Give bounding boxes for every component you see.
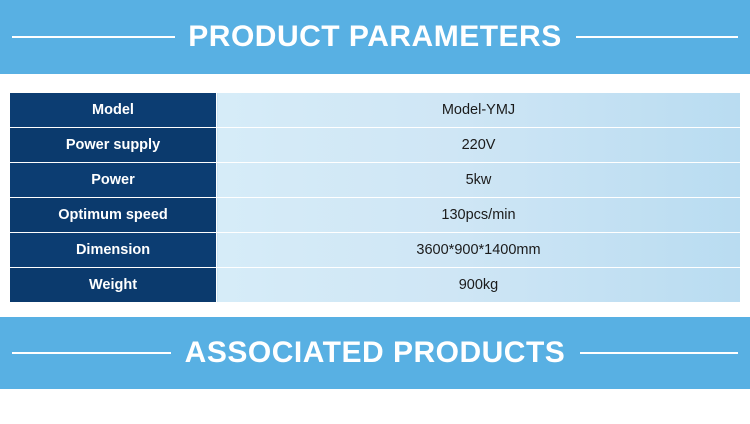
associated-products-banner — [0, 317, 750, 389]
param-value-model: Model-YMJ — [217, 93, 741, 128]
banner-rule-right-2 — [580, 352, 739, 354]
table-row — [10, 268, 741, 303]
table-banner-spacer — [0, 303, 750, 317]
product-parameters-banner — [0, 0, 750, 74]
param-label-optimum-speed: Optimum speed — [10, 198, 217, 233]
parameters-table-wrapper — [0, 92, 750, 303]
table-row — [10, 163, 741, 198]
param-label-power: Power — [10, 163, 217, 198]
banner-rule-left — [12, 36, 175, 38]
associated-products-title: ASSOCIATED PRODUCTS — [184, 336, 566, 369]
param-label-model: Model — [10, 93, 217, 128]
param-label-weight: Weight — [10, 268, 217, 303]
param-label-dimension: Dimension — [10, 233, 217, 268]
table-row — [10, 93, 741, 128]
banner-table-spacer — [0, 74, 750, 92]
table-row — [10, 233, 741, 268]
param-value-power: 5kw — [217, 163, 741, 198]
banner-rule-left-2 — [12, 352, 171, 354]
param-value-dimension: 3600*900*1400mm — [217, 233, 741, 268]
param-label-power-supply: Power supply — [10, 128, 217, 163]
table-row — [10, 198, 741, 233]
param-value-weight: 900kg — [217, 268, 741, 303]
banner-rule-right — [576, 36, 739, 38]
product-parameters-title: PRODUCT PARAMETERS — [188, 20, 562, 53]
param-value-optimum-speed: 130pcs/min — [217, 198, 741, 233]
param-value-power-supply: 220V — [217, 128, 741, 163]
parameters-table — [9, 92, 741, 303]
table-row — [10, 128, 741, 163]
